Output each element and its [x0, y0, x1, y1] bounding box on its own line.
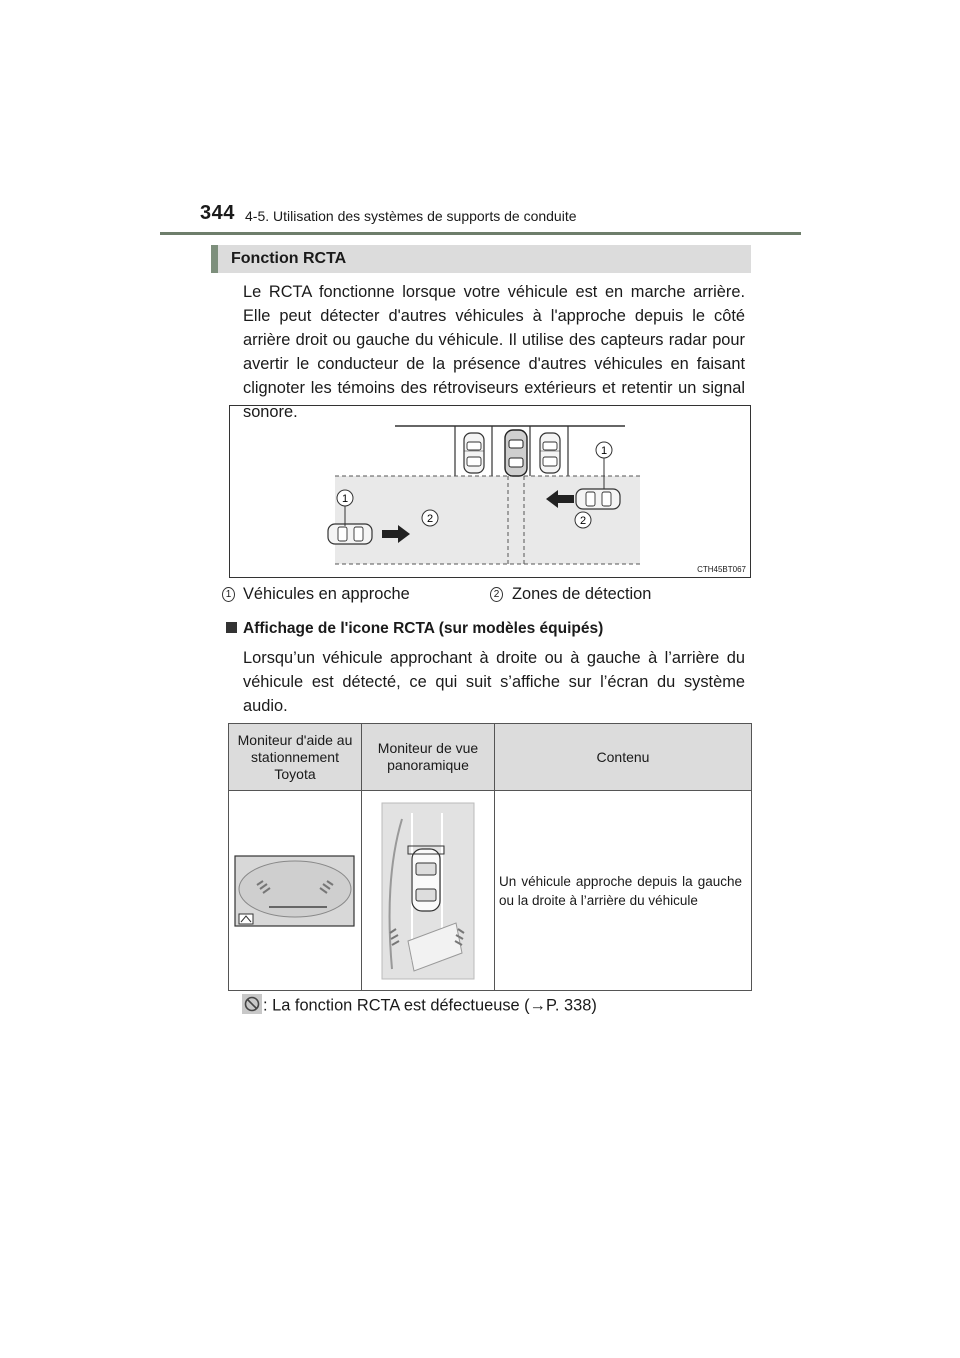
parking-assist-screen-icon: [229, 791, 360, 985]
arrow-right-icon: →: [529, 996, 547, 1015]
approaching-car-left-icon: [328, 524, 372, 544]
fault-note-text: : La fonction RCTA est défectueuse (: [263, 996, 530, 1015]
page-reference-link[interactable]: P. 338): [546, 996, 597, 1015]
legend-number-1: 1: [222, 587, 235, 602]
column-header: Contenu: [495, 724, 752, 791]
own-car-icon: [505, 430, 527, 476]
bullet-square-icon: [226, 622, 237, 633]
legend-text-2: Zones de détection: [512, 585, 652, 603]
intro-paragraph: Le RCTA fonctionne lorsque votre véhicule est en marche arrière. Elle peut détecter d'autres véhicules à l'approche depuis le côté arrière droit ou gauche du véhicule. Il utilise des capteurs radar pour avertir le conducteur de la présence d'autres véhicules en faisant clignoter les témoins des rétroviseurs extérieurs et retentir un signal sonore.: [243, 283, 745, 421]
svg-text:2: 2: [426, 513, 434, 525]
table-row: [229, 791, 752, 991]
callout-1-left: [337, 490, 353, 506]
rcta-diagram: [229, 405, 751, 578]
section-title: Fonction RCTA: [231, 250, 347, 267]
legend-text-1: Véhicules en approche: [243, 585, 410, 603]
parked-car-icon: [540, 433, 560, 473]
callout-1-right: [596, 442, 612, 458]
header-divider: [160, 232, 801, 235]
page-number: 344: [200, 202, 235, 224]
svg-text:1: 1: [600, 445, 608, 457]
column-header: Moniteur de vue panoramique: [362, 724, 495, 791]
subsection-paragraph: Lorsqu’un véhicule approchant à droite ou à gauche à l’arrière du véhicule est détecté, ce qui suit s’affiche sur l’écran du système audio.: [243, 649, 745, 715]
content-cell: [495, 791, 752, 991]
svg-text:1: 1: [341, 493, 349, 505]
subsection-heading: [226, 620, 603, 638]
chapter-title: 4-5. Utilisation des systèmes de supports de conduite: [245, 208, 577, 224]
parked-car-icon: [464, 433, 484, 473]
content-description: Un véhicule approche depuis la gauche ou la droite à l’arrière du véhicule: [499, 873, 742, 908]
panoramic-screen-icon: [362, 791, 493, 985]
section-heading-bar: [211, 245, 751, 273]
figure-code: CTH45BT067: [697, 565, 746, 574]
callout-2-left: [422, 510, 438, 526]
parking-assist-display-cell: [229, 791, 362, 991]
table-header-row: [229, 724, 752, 791]
svg-text:2: 2: [579, 515, 587, 527]
subsection-title: Affichage de l'icone RCTA (sur modèles équipés): [243, 620, 604, 637]
approaching-car-right-icon: [576, 489, 620, 509]
column-header: Moniteur d'aide au stationnement Toyota: [229, 724, 362, 791]
fault-note: [242, 996, 597, 1016]
rcta-off-icon: [242, 994, 262, 1014]
rcta-display-table: [228, 723, 752, 991]
panoramic-view-display-cell: [362, 791, 495, 991]
parking-lot-illustration: [230, 406, 750, 577]
callout-2-right: [575, 512, 591, 528]
legend-number-2: 2: [490, 587, 503, 602]
